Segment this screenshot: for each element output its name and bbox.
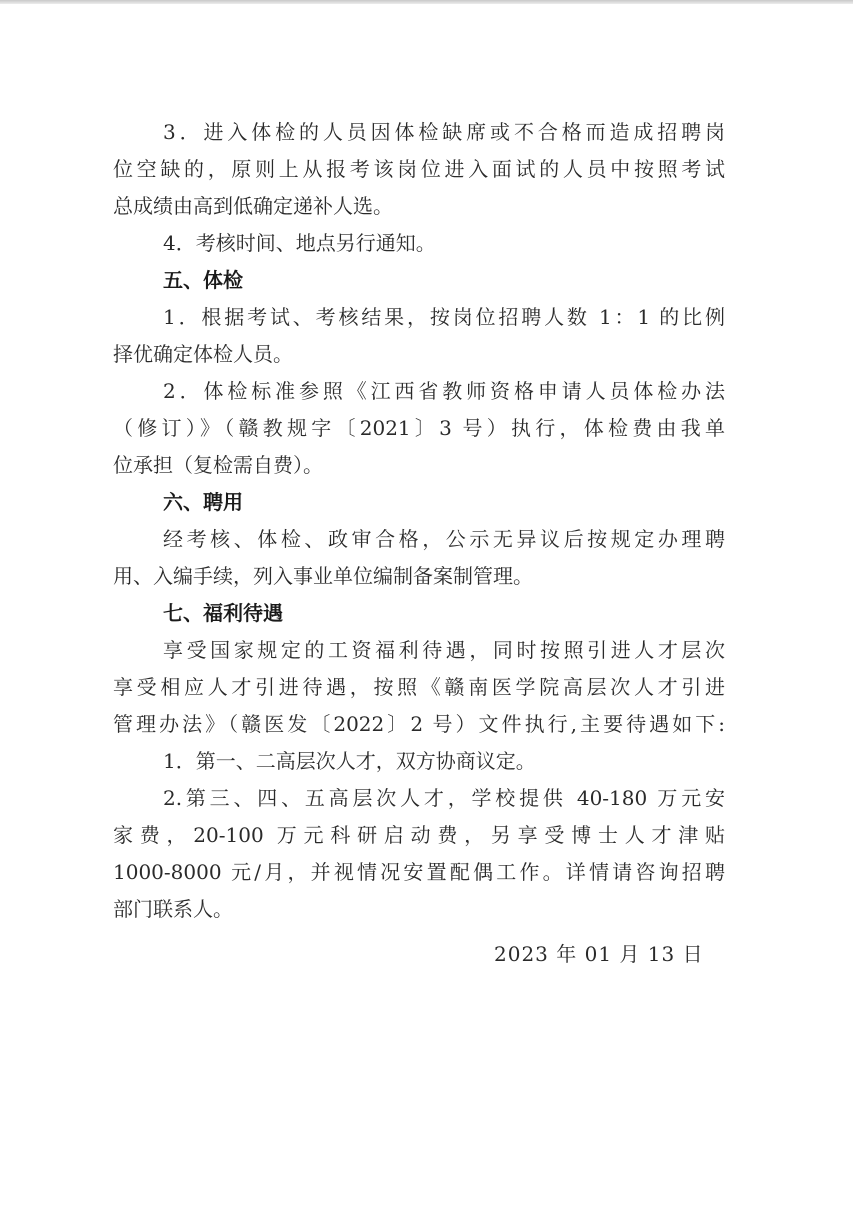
paragraph-line: 2.第三、四、五高层次人才，学校提供 40-180 万元安 [163, 786, 725, 810]
paragraph-line: 1．第一、二高层次人才，双方协商议定。 [163, 749, 536, 773]
paragraph-line: 3．进入体检的人员因体检缺席或不合格而造成招聘岗 [163, 120, 725, 144]
paragraph-line: 管理办法》（赣医发〔2022〕2 号）文件执行,主要待遇如下: [113, 712, 725, 736]
paragraph-line: （修订）》（赣教规字〔2021〕3 号）执行，体检费由我单 [113, 416, 725, 440]
paragraph-line: 2．体检标准参照《江西省教师资格申请人员体检办法 [163, 379, 725, 403]
document-date: 2023 年 01 月 13 日 [494, 942, 704, 966]
section-heading-hiring: 六、聘用 [163, 490, 243, 514]
paragraph-line: 择优确定体检人员。 [113, 342, 293, 366]
paragraph-line: 享受国家规定的工资福利待遇，同时按照引进人才层次 [163, 638, 725, 662]
paragraph-line: 家费，20-100 万元科研启动费，另享受博士人才津贴 [113, 823, 725, 847]
paragraph-line: 总成绩由高到低确定递补人选。 [113, 194, 393, 218]
paragraph-line: 4．考核时间、地点另行通知。 [163, 231, 436, 255]
document-page [113, 114, 725, 928]
paragraph-line: 位承担（复检需自费）。 [113, 453, 323, 477]
paragraph-line: 部门联系人。 [113, 897, 233, 921]
paragraph-line: 1．根据考试、考核结果，按岗位招聘人数 1：1 的比例 [163, 305, 725, 329]
top-edge-shadow [0, 0, 853, 4]
section-heading-physical-exam: 五、体检 [163, 268, 243, 292]
paragraph-line: 经考核、体检、政审合格，公示无异议后按规定办理聘 [163, 527, 725, 551]
paragraph-line: 1000-8000 元/月，并视情况安置配偶工作。详情请咨询招聘 [113, 860, 725, 884]
paragraph-line: 用、入编手续，列入事业单位编制备案制管理。 [113, 564, 533, 588]
section-heading-welfare: 七、福利待遇 [163, 601, 283, 625]
paragraph-line: 享受相应人才引进待遇，按照《赣南医学院高层次人才引进 [113, 675, 725, 699]
paragraph-line: 位空缺的，原则上从报考该岗位进入面试的人员中按照考试 [113, 157, 725, 181]
